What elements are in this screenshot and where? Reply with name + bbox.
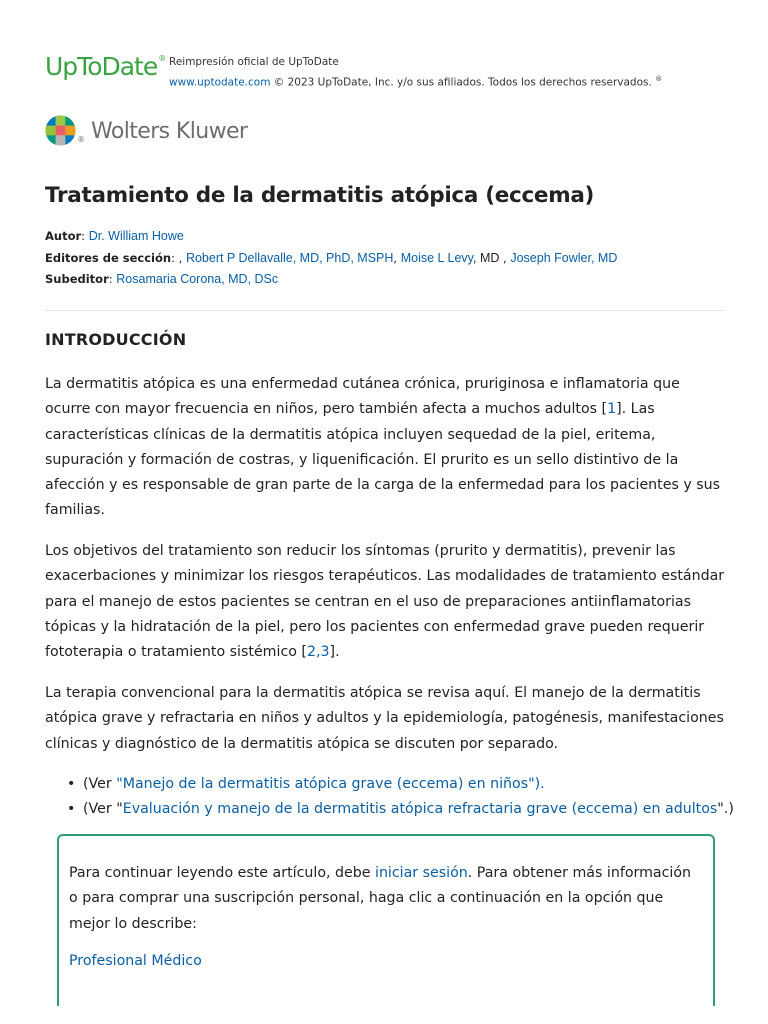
uptodate-site-link[interactable]: www.uptodate.com (169, 76, 271, 89)
intro-paragraph-2 (45, 539, 725, 665)
login-prompt-box (57, 834, 715, 1006)
p2-text-b: ]. (329, 644, 340, 661)
article-title: Tratamiento de la dermatitis atópica (eccema) (45, 183, 595, 208)
author-link[interactable]: Dr. William Howe (88, 229, 184, 243)
wolters-kluwer-globe-icon (45, 115, 76, 146)
author-line: Autor: Dr. William Howe (45, 229, 184, 243)
subeditor-line: Subeditor: Rosamaria Corona, MD, DSc (45, 272, 279, 286)
list-item (45, 772, 745, 797)
login-text-b: . Para obtener más información o para comprar una suscripción personal, haga clic a continuación en la opción que mejor lo describe: (69, 865, 692, 932)
section-divider (45, 310, 725, 311)
medical-professional-link[interactable]: Profesional Médico (69, 953, 202, 969)
p2-text-a: Los objetivos del tratamiento son reducir los síntomas (prurito y dermatitis), prevenir las exacerbaciones y minimizar los riesgos terapéuticos. Las modalidades de tratamiento estándar para el manejo de estos pacientes se centran en el uso de preparaciones antiinflamatorias tópicas y la hidratación de la piel, pero los pacientes con enfermedad grave pueden requerir fototerapia o tratamiento sistémico [ (45, 543, 725, 661)
p1-text-b: ]. Las características clínicas de la dermatitis atópica incluyen sequedad de la piel, eritema, supuración y formación de costras, y liquenificación. El prurito es un sello distintivo de la afección y es responsable de gran parte de la carga de la enfermedad para los pacientes y sus familias. (45, 401, 721, 519)
wolters-kluwer-name: Wolters Kluwer (91, 118, 248, 144)
editor-levy-suffix: , MD (473, 250, 500, 265)
topic-link-children[interactable]: "Manejo de la dermatitis atópica grave (eccema) en niños"). (116, 776, 545, 792)
subeditor-label: Subeditor (45, 272, 109, 286)
uptodate-logo[interactable] (45, 52, 164, 81)
list-item (45, 797, 745, 822)
registered-mark: ® (158, 54, 166, 63)
p1-text-a: La dermatitis atópica es una enfermedad cutánea crónica, pruriginosa e inflamatoria que ocurre con mayor frecuencia en niños, pero también afecta a muchos adultos [ (45, 376, 680, 418)
login-text-a: Para continuar leyendo este artículo, debe (69, 865, 375, 881)
editor-link-fowler[interactable]: Joseph Fowler, MD (510, 250, 618, 265)
wolters-kluwer-registered-mark: ® (77, 134, 85, 144)
editors-label: Editores de sección (45, 250, 172, 265)
reprint-label: Reimpresión oficial de UpToDate (169, 56, 339, 68)
author-label: Autor (45, 229, 82, 243)
intro-paragraph-1 (45, 372, 725, 524)
topic-link-adults[interactable]: Evaluación y manejo de la dermatitis atópica refractaria grave (eccema) en adultos (122, 801, 718, 817)
uptodate-logo-text: UpToDate (45, 52, 158, 81)
editor-link-dellavalle[interactable]: Robert P Dellavalle, MD, PhD, MSPH (185, 250, 394, 265)
reference-link-1[interactable]: 1 (607, 401, 617, 418)
copyright-text: © 2023 UpToDate, Inc. y/o sus afiliados. Todos los derechos reservados. (270, 76, 656, 89)
section-heading: INTRODUCCIÓN (45, 330, 187, 349)
ref-suffix: ".) (717, 801, 734, 817)
reprint-notice (169, 54, 662, 92)
copyright-line (169, 71, 662, 92)
ref-prefix: (Ver (83, 776, 117, 792)
login-link[interactable]: iniciar sesión (375, 865, 468, 881)
reference-link-2-3[interactable]: 2,3 (306, 644, 330, 661)
editors-line: Editores de sección: , Robert P Dellavalle, MD, PhD, MSPH, Moise L Levy, MD , Joseph Fowler, MD (45, 250, 618, 265)
related-topics-list (45, 772, 745, 822)
subeditor-link[interactable]: Rosamaria Corona, MD, DSc (116, 272, 279, 286)
intro-paragraph-3: La terapia convencional para la dermatitis atópica se revisa aquí. El manejo de la dermatitis atópica grave y refractaria en niños y adultos y la epidemiología, patogénesis, manifestaciones clínicas y diagnóstico de la dermatitis atópica se discuten por separado. (45, 685, 724, 752)
article-credits (45, 226, 617, 291)
editor-link-levy[interactable]: Moise L Levy (400, 250, 473, 265)
copyright-registered-mark: ® (655, 75, 663, 83)
wolters-kluwer-logo[interactable] (45, 113, 247, 147)
login-prompt-text (69, 861, 701, 937)
ref-prefix: (Ver " (83, 801, 123, 817)
